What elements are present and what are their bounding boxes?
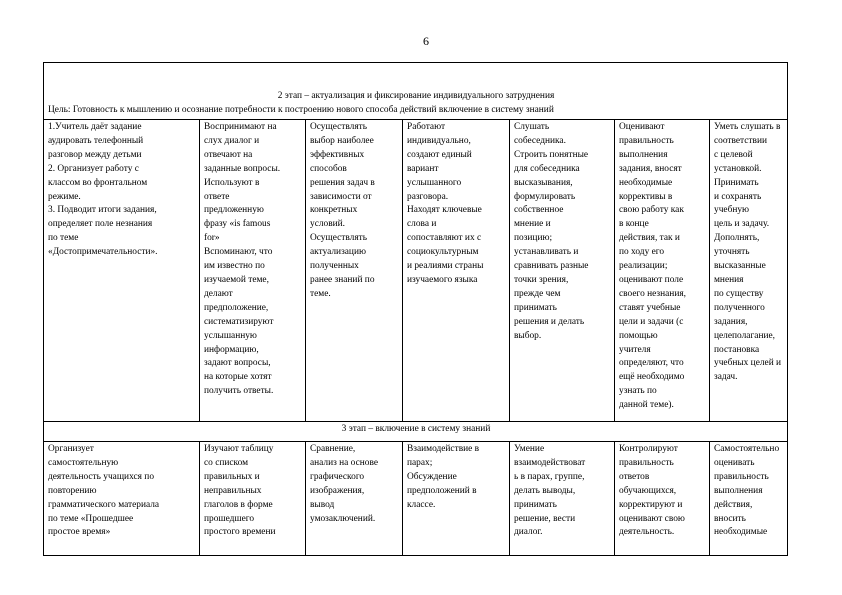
cell-text-line: выполнения: [714, 485, 763, 496]
cell-text-line: 1.Учитель даёт задание: [48, 122, 142, 132]
cell-text-line: свою работу как: [619, 205, 684, 216]
cell-text-line: индивидуально,: [407, 135, 471, 146]
cell-text-line: задания, вносят: [619, 163, 682, 174]
cell-text-line: простое время»: [48, 527, 111, 538]
cell-text-line: «Достопримечательности».: [48, 247, 158, 258]
cell-text-line: диалог.: [514, 527, 543, 538]
cell-text-line: вносить: [714, 513, 746, 524]
cell-text-line: деятельность учащихся по: [48, 471, 155, 482]
cell-text-line: и сохранять: [714, 191, 762, 202]
cell-text-line: им известно по: [204, 261, 265, 272]
cell-text-line: учебную: [714, 205, 750, 216]
cell-text-line: зависимости от: [310, 191, 372, 202]
cell-text-line: с целевой: [714, 149, 753, 160]
cell-text-line: узнать по: [619, 386, 657, 397]
cell-text-line: Находят ключевые: [407, 205, 482, 216]
cell-text-line: фразу «is famous: [204, 219, 271, 230]
cell-text-line: изучаемого языка: [407, 274, 478, 285]
cell-text-line: оценивать: [714, 457, 755, 468]
personal-uud-cell: [710, 442, 788, 556]
cell-text-line: глаголов в форме: [204, 499, 273, 510]
cell-text-line: необходимые: [714, 527, 768, 538]
cell-text-line: ранее знаний по: [310, 274, 375, 285]
cell-text-line: эффективных: [310, 149, 365, 160]
cell-text-line: обучающихся,: [619, 485, 677, 496]
personal-uud-cell: [710, 120, 788, 422]
cell-text-line: услышанного: [407, 177, 462, 188]
cell-text-line: корректируют и: [619, 499, 683, 510]
cell-text-line: оценивают свою: [619, 513, 685, 524]
cell-text-line: принимать: [514, 499, 557, 510]
communicative-uud-cell: [510, 120, 615, 422]
cell-text-line: деятельность.: [619, 527, 675, 538]
cognitive-uud-cell: [306, 120, 403, 422]
cell-text-line: теме.: [310, 288, 331, 299]
cell-text-line: услышанную: [204, 330, 257, 341]
cell-text-line: самостоятельную: [48, 457, 119, 468]
stage3-header-row: [44, 422, 788, 442]
cell-text-line: вариант: [407, 163, 439, 174]
cell-text-line: делают: [204, 288, 233, 299]
cell-text-line: выполнения: [619, 149, 668, 160]
stage2-title: 2 этап – актуализация и фиксирование индивидуального затруднения: [277, 91, 555, 102]
cell-text-line: получить ответы.: [204, 386, 274, 397]
cell-text-line: полученного: [714, 302, 765, 313]
cell-text-line: Обсуждение: [407, 471, 457, 482]
cell-text-line: повторению: [48, 485, 97, 496]
cell-text-line: решения и делать: [514, 316, 585, 327]
cell-text-line: задают вопросы,: [204, 358, 271, 369]
cell-text-line: умозаключений.: [310, 513, 376, 524]
cell-text-line: Вспоминают, что: [204, 247, 273, 258]
cell-text-line: анализ на основе: [310, 457, 379, 468]
cell-text-line: аудировать телефонный: [48, 135, 144, 146]
cell-text-line: Воспринимают на: [204, 122, 277, 132]
cell-text-line: мнения: [714, 274, 744, 285]
cell-text-line: соответствии: [714, 135, 767, 146]
regulative-uud-cell: [615, 120, 710, 422]
cell-text-line: учителя: [619, 344, 651, 355]
cell-text-line: грамматического материала: [48, 499, 160, 510]
cell-text-line: ответов: [619, 471, 650, 482]
cell-text-line: Оценивают: [619, 122, 665, 132]
cell-text-line: Строить понятные: [514, 149, 589, 160]
cell-text-line: Осуществлять: [310, 122, 368, 132]
stage3-content-row: [44, 442, 788, 556]
cell-text-line: разговора.: [407, 191, 449, 202]
cell-text-line: правильность: [619, 135, 674, 146]
cell-text-line: систематизируют: [204, 316, 274, 327]
cell-text-line: определяют, что: [619, 358, 684, 369]
cell-text-line: по теме «Прошедшее: [48, 513, 134, 524]
cell-text-line: Осуществлять: [310, 233, 368, 244]
student-activity-cell: [200, 442, 306, 556]
cell-text-line: Уметь слушать в: [714, 122, 781, 132]
cell-text-line: решение, вести: [514, 513, 576, 524]
cell-text-line: социокультурным: [407, 247, 479, 258]
cell-text-line: цели и задачи (с: [619, 316, 684, 327]
cell-text-line: задания,: [714, 316, 748, 327]
cell-text-line: высказывания,: [514, 177, 573, 188]
cell-text-line: принимать: [514, 302, 557, 313]
cell-text-line: уточнять: [714, 247, 750, 258]
cell-text-line: необходимые: [619, 177, 673, 188]
cell-text-line: цель и задачу.: [714, 219, 770, 230]
lesson-plan-table: [43, 62, 788, 556]
cell-text-line: классом во фронтальном: [48, 177, 148, 188]
cell-text-line: слух диалог и: [204, 135, 260, 146]
cell-text-line: Принимать: [714, 177, 759, 188]
cell-text-line: оценивают поле: [619, 274, 684, 285]
regulative-uud-cell: [615, 442, 710, 556]
cell-text-line: высказанные: [714, 261, 766, 272]
cell-text-line: for»: [204, 233, 220, 244]
cell-text-line: мнение и: [514, 219, 551, 230]
cell-text-line: собеседника.: [514, 135, 566, 146]
cell-text-line: ещё необходимо: [619, 372, 685, 383]
cell-text-line: сопоставляют их с: [407, 233, 482, 244]
cell-text-line: постановка: [714, 344, 760, 355]
cell-text-line: Взаимодействие в: [407, 444, 480, 454]
cell-text-line: в конце: [619, 219, 649, 230]
cell-text-line: конкретных: [310, 205, 358, 216]
cell-text-line: прежде чем: [514, 288, 561, 299]
cell-text-line: реализации;: [619, 261, 668, 272]
cell-text-line: для собеседника: [514, 163, 580, 174]
stage3-title: 3 этап – включение в систему знаний: [44, 422, 788, 442]
cell-text-line: разговор между детьми: [48, 149, 142, 160]
cell-text-line: Контролируют: [619, 444, 678, 454]
cell-text-line: делать выводы,: [514, 485, 576, 496]
cell-text-line: Слушать: [514, 122, 550, 132]
cell-text-line: Организует: [48, 444, 94, 454]
cell-text-line: учебных целей и: [714, 358, 782, 369]
cell-text-line: Сравнение,: [310, 444, 356, 454]
cell-text-line: правильность: [619, 457, 674, 468]
cell-text-line: отвечают на: [204, 149, 253, 160]
page-number: 6: [423, 34, 429, 48]
cell-text-line: целеполагание,: [714, 330, 775, 341]
cell-text-line: условий.: [310, 219, 346, 230]
cell-text-line: Изучают таблицу: [204, 444, 274, 454]
cell-text-line: полученных: [310, 261, 359, 272]
cell-text-line: Самостоятельно: [714, 444, 780, 454]
cell-text-line: определяет поле незнания: [48, 219, 153, 230]
cell-text-line: по существу: [714, 288, 764, 299]
cell-text-line: собственное: [514, 205, 564, 216]
cell-text-line: своего незнания,: [619, 288, 686, 299]
cell-text-line: решения задач в: [310, 177, 375, 188]
cell-text-line: помощью: [619, 330, 658, 341]
cell-text-line: ответе: [204, 191, 230, 202]
student-activity-cell: [200, 120, 306, 422]
stage2-goal: Цель: Готовность к мышлению и осознание потребности к построению нового способа действий включение в систему знаний: [48, 105, 554, 116]
cell-text-line: сравнивать разные: [514, 261, 589, 272]
cell-text-line: неправильных: [204, 485, 262, 496]
cell-text-line: Используют в: [204, 177, 260, 188]
cell-text-line: действия,: [714, 499, 753, 510]
teacher-activity-cell: [44, 120, 200, 422]
interaction-form-cell: [403, 120, 510, 422]
cell-text-line: данной теме).: [619, 400, 674, 411]
teacher-activity-cell: [44, 442, 200, 556]
cognitive-uud-cell: [306, 442, 403, 556]
cell-text-line: графического: [310, 471, 365, 482]
cell-text-line: точки зрения,: [514, 274, 569, 285]
cell-text-line: Работают: [407, 122, 446, 132]
cell-text-line: 2. Организует работу с: [48, 163, 139, 174]
cell-text-line: установкой.: [714, 163, 762, 174]
cell-text-line: 3. Подводит итоги задания,: [48, 205, 157, 216]
cell-text-line: по теме: [48, 233, 79, 244]
cell-text-line: ставят учебные: [619, 302, 681, 313]
cell-text-line: способов: [310, 163, 347, 174]
stage2-header-cell: [44, 63, 788, 120]
cell-text-line: формулировать: [514, 191, 576, 202]
cell-text-line: на которые хотят: [204, 372, 272, 383]
stage2-content-row: [44, 120, 788, 422]
cell-text-line: предположений в: [407, 485, 477, 496]
cell-text-line: прошедшего: [204, 513, 255, 524]
cell-text-line: устанавливать и: [514, 247, 579, 258]
stage2-header-row: [44, 63, 788, 120]
cell-text-line: по ходу его: [619, 247, 665, 258]
cell-text-line: создают единый: [407, 149, 472, 160]
cell-text-line: слова и: [407, 219, 437, 230]
cell-text-line: правильность: [714, 471, 769, 482]
cell-text-line: предположение,: [204, 302, 269, 313]
cell-text-line: правильных и: [204, 471, 260, 482]
cell-text-line: режиме.: [48, 191, 81, 202]
cell-text-line: простого времени: [204, 527, 276, 538]
cell-text-line: парах;: [407, 457, 433, 468]
cell-text-line: со списком: [204, 457, 249, 468]
cell-text-line: актуализацию: [310, 247, 366, 258]
cell-text-line: предложенную: [204, 205, 264, 216]
cell-text-line: изучаемой теме,: [204, 274, 269, 285]
cell-text-line: Дополнять,: [714, 233, 760, 244]
cell-text-line: информацию,: [204, 344, 259, 355]
cell-text-line: Умение: [514, 444, 545, 454]
cell-text-line: ь в парах, группе,: [514, 471, 585, 482]
cell-text-line: классе.: [407, 499, 436, 510]
cell-text-line: задач.: [714, 372, 738, 383]
cell-text-line: изображения,: [310, 485, 365, 496]
cell-text-line: взаимодействоват: [514, 457, 586, 468]
interaction-form-cell: [403, 442, 510, 556]
cell-text-line: и реалиями страны: [407, 261, 484, 272]
cell-text-line: вывод: [310, 499, 335, 510]
cell-text-line: заданные вопросы.: [204, 163, 281, 174]
cell-text-line: выбор наиболее: [310, 135, 374, 146]
communicative-uud-cell: [510, 442, 615, 556]
cell-text-line: коррективы в: [619, 191, 673, 202]
cell-text-line: выбор.: [514, 330, 542, 341]
cell-text-line: действия, так и: [619, 233, 680, 244]
cell-text-line: позицию;: [514, 233, 553, 244]
